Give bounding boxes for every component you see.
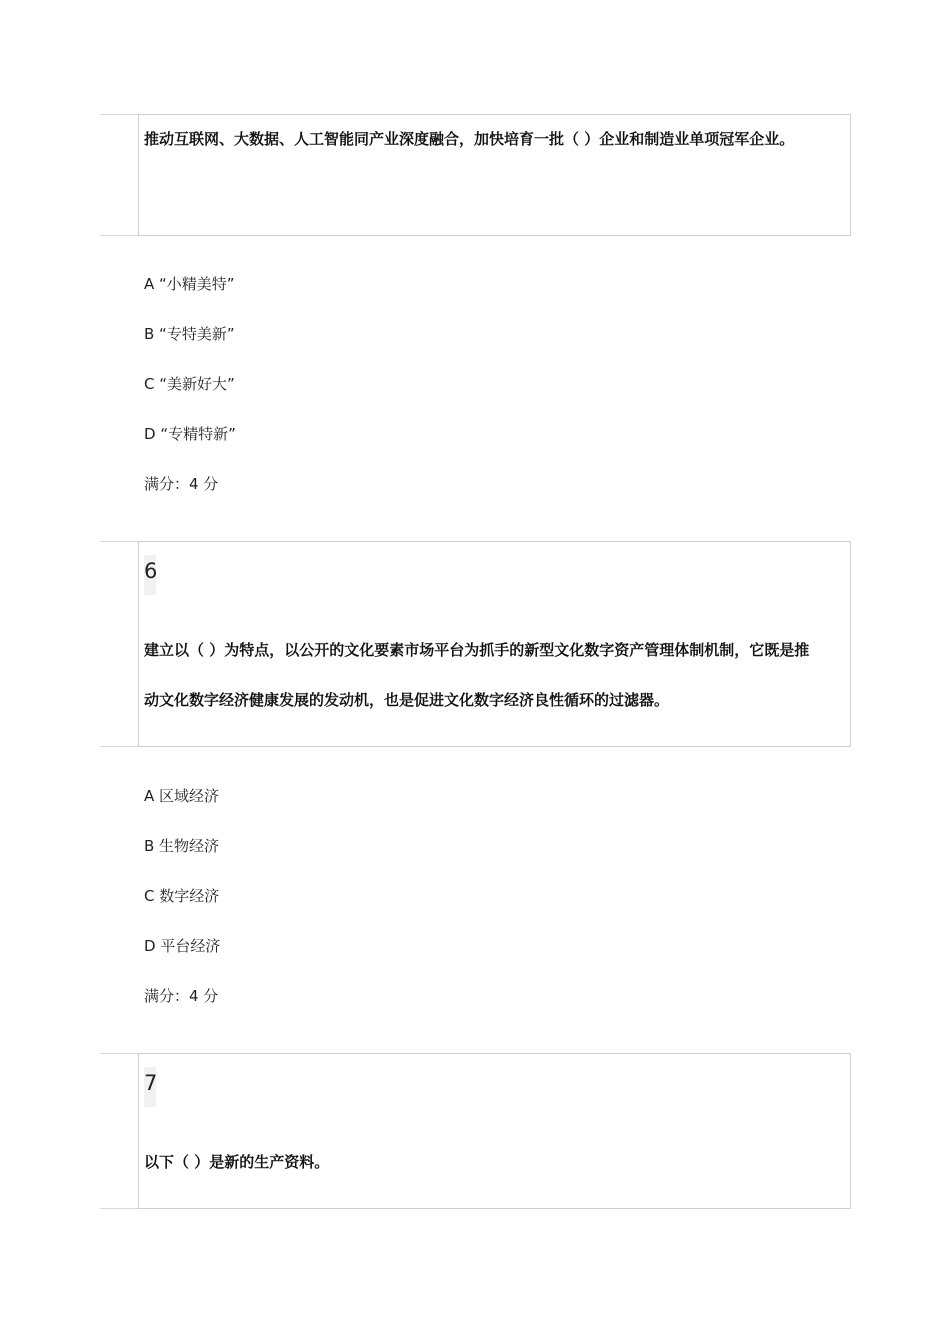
option-b[interactable]: B 生物经济 bbox=[144, 837, 220, 855]
option-c[interactable]: C “美新好大” bbox=[144, 375, 235, 393]
question-box-left-frame bbox=[100, 541, 138, 747]
score-label: 满分：4 分 bbox=[144, 987, 219, 1005]
question-box-5 bbox=[100, 114, 851, 236]
question-box-7 bbox=[100, 1053, 851, 1209]
option-a[interactable]: A 区域经济 bbox=[144, 787, 220, 805]
question-box-6 bbox=[100, 541, 851, 747]
question-number bbox=[144, 1067, 156, 1107]
option-d[interactable]: D 平台经济 bbox=[144, 937, 221, 955]
option-d[interactable]: D “专精特新” bbox=[144, 425, 236, 443]
question-number-text: 7 bbox=[144, 1071, 158, 1095]
question-stem: 建立以（ ）为特点，以公开的文化要素市场平台为抓手的新型文化数字资产管理体制机制，它既是推动文化数字经济健康发展的发动机，也是促进文化数字经济良性循环的过滤器。 bbox=[144, 641, 810, 709]
question-number-text: 6 bbox=[144, 559, 158, 583]
question-number bbox=[144, 555, 156, 595]
option-c[interactable]: C 数字经济 bbox=[144, 887, 220, 905]
option-a[interactable]: A “小精美特” bbox=[144, 275, 235, 293]
question-box-left-frame bbox=[100, 114, 138, 236]
score-label: 满分：4 分 bbox=[144, 475, 219, 493]
question-stem: 以下（ ）是新的生产资料。 bbox=[144, 1153, 330, 1171]
option-b[interactable]: B “专特美新” bbox=[144, 325, 235, 343]
question-stem: 推动互联网、大数据、人工智能同产业深度融合，加快培育一批（ ）企业和制造业单项冠军企业。 bbox=[144, 130, 795, 148]
question-box-left-frame bbox=[100, 1053, 138, 1209]
